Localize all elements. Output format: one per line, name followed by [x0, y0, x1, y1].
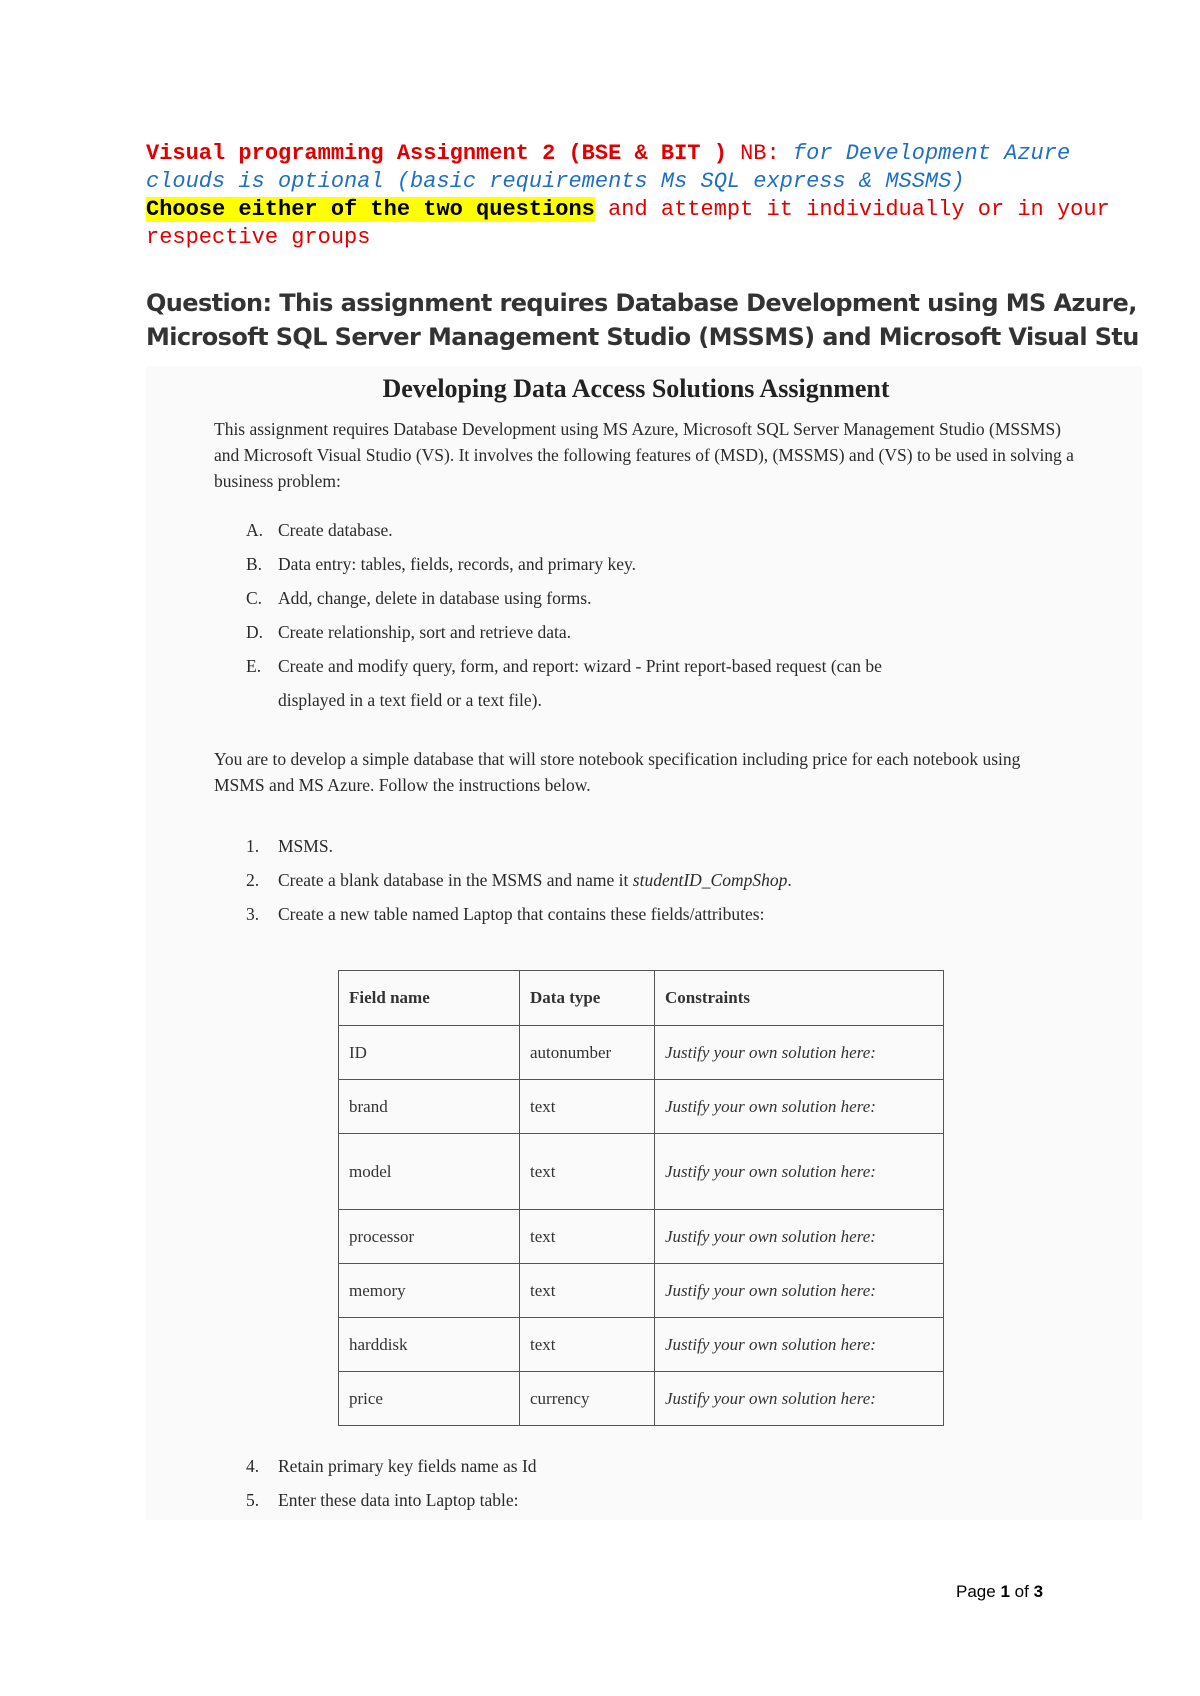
- cell-data-type: autonumber: [520, 1026, 655, 1080]
- page-total: 3: [1033, 1582, 1044, 1601]
- page-label: Page: [956, 1582, 996, 1601]
- cell-data-type: text: [520, 1264, 655, 1318]
- choose-highlight: Choose either of the two questions: [146, 197, 595, 222]
- choose-rest: and attempt it individually or in your respective groups: [146, 197, 1123, 250]
- cell-constraints: Justify your own solution here:: [655, 1318, 944, 1372]
- page-footer: [956, 1582, 1043, 1602]
- task-intro: You are to develop a simple database that will store notebook specification including price for each notebook using MSMS and MS Azure. Follow the instructions below.: [214, 749, 1021, 795]
- cell-field-name: ID: [339, 1026, 520, 1080]
- feature-item-d: D. Create relationship, sort and retrieve data.: [246, 622, 572, 642]
- cell-field-name: memory: [339, 1264, 520, 1318]
- cell-field-name: model: [339, 1134, 520, 1210]
- nb-label: NB:: [740, 141, 780, 166]
- step-1: 1. MSMS.: [246, 836, 333, 856]
- laptop-fields-table: [338, 970, 944, 1426]
- cell-data-type: text: [520, 1210, 655, 1264]
- scanned-assignment: [146, 366, 1142, 1520]
- cell-constraints: Justify your own solution here:: [655, 1264, 944, 1318]
- table-row: [339, 1264, 944, 1318]
- scan-title: Developing Data Access Solutions Assignment: [382, 374, 890, 403]
- cell-constraints: Justify your own solution here:: [655, 1026, 944, 1080]
- cell-constraints: Justify your own solution here:: [655, 1372, 944, 1426]
- cell-data-type: text: [520, 1134, 655, 1210]
- table-row: [339, 1318, 944, 1372]
- assignment-title: Visual programming Assignment 2 (BSE & BIT ): [146, 141, 727, 166]
- table-row: [339, 1210, 944, 1264]
- cell-field-name: brand: [339, 1080, 520, 1134]
- step-2: 2. Create a blank database in the MSMS and name it studentID_CompShop.: [246, 870, 792, 890]
- feature-item-e: E. Create and modify query, form, and report: wizard - Print report-based request (can be: [246, 656, 882, 676]
- table-row: [339, 1080, 944, 1134]
- step-5: 5. Enter these data into Laptop table:: [246, 1490, 519, 1510]
- nb-note: for Development Azure clouds is optional (basic requirements Ms SQL express & MSSMS): [146, 141, 1084, 194]
- of-label: of: [1014, 1582, 1029, 1601]
- column-header-constraints: Constraints: [655, 971, 944, 1026]
- feature-item-c: C. Add, change, delete in database using forms.: [246, 588, 592, 608]
- cell-constraints: Justify your own solution here:: [655, 1210, 944, 1264]
- cell-constraints: Justify your own solution here:: [655, 1134, 944, 1210]
- column-header-data-type: Data type: [520, 971, 655, 1026]
- feature-item-a: A. Create database.: [246, 520, 393, 540]
- assignment-header: [146, 140, 1146, 252]
- question-line-1: Question: This assignment requires Database Development using MS Azure,: [146, 289, 1137, 317]
- cell-data-type: currency: [520, 1372, 655, 1426]
- table-row: [339, 1372, 944, 1426]
- scan-intro: This assignment requires Database Development using MS Azure, Microsoft SQL Server Management Studio (MSSMS) and Microsoft Visual Studio (VS). It involves the following features of (MSD), (MSSMS) and (VS) to be used in solving a business problem:: [214, 419, 1074, 491]
- question-heading: [146, 286, 1146, 354]
- feature-item-b: B. Data entry: tables, fields, records, and primary key.: [246, 554, 636, 574]
- page-number: 1: [1000, 1582, 1010, 1601]
- table-row: [339, 1134, 944, 1210]
- cell-field-name: price: [339, 1372, 520, 1426]
- step-4: 4. Retain primary key fields name as Id: [246, 1456, 537, 1476]
- cell-field-name: harddisk: [339, 1318, 520, 1372]
- feature-item-e-continued: displayed in a text field or a text file).: [278, 690, 542, 710]
- step-3: 3. Create a new table named Laptop that contains these fields/attributes:: [246, 904, 765, 924]
- question-line-2: Microsoft SQL Server Management Studio (MSSMS) and Microsoft Visual Stu: [146, 323, 1139, 351]
- table-header-row: [339, 971, 944, 1026]
- cell-field-name: processor: [339, 1210, 520, 1264]
- table-row: [339, 1026, 944, 1080]
- cell-data-type: text: [520, 1318, 655, 1372]
- cell-data-type: text: [520, 1080, 655, 1134]
- column-header-field-name: Field name: [339, 971, 520, 1026]
- cell-constraints: Justify your own solution here:: [655, 1080, 944, 1134]
